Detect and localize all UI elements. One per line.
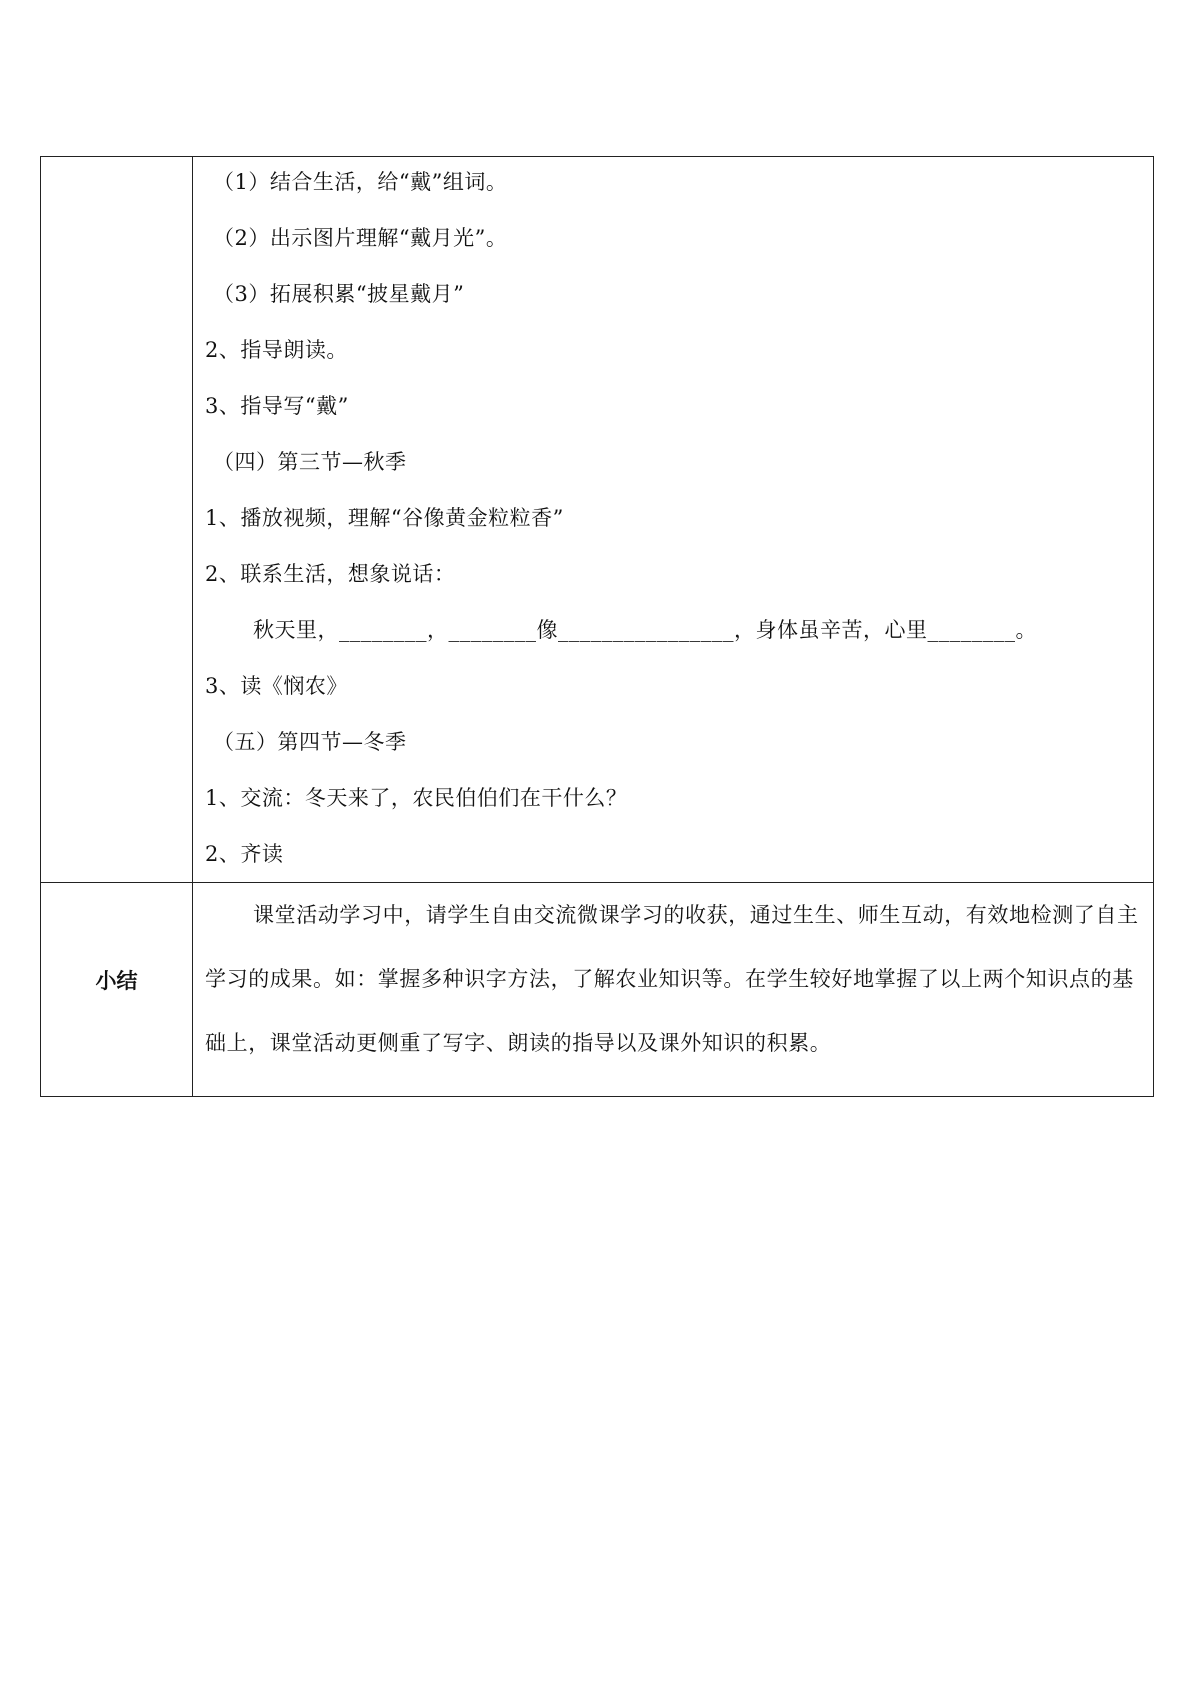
summary-row: [41, 883, 1154, 1097]
steps-content-cell: [193, 157, 1154, 883]
lesson-plan-table: [40, 156, 1154, 1097]
step-line: （1）结合生活，给“戴”组词。: [213, 170, 508, 194]
section-heading: （五）第四节—冬季: [213, 730, 407, 754]
step-line: 2、齐读: [205, 842, 284, 866]
step-line: 2、指导朗读。: [205, 338, 348, 362]
step-line: （2）出示图片理解“戴月光”。: [213, 226, 508, 250]
step-line: （3）拓展积累“披星戴月”: [213, 282, 465, 306]
step-line: 2、联系生活，想象说话：: [205, 562, 456, 586]
summary-label-cell: [41, 883, 193, 1097]
section-heading: （四）第三节—秋季: [213, 450, 407, 474]
steps-label-cell: [41, 157, 193, 883]
fill-in-sentence: 秋天里，________，________像________________，身体虽辛苦，心里________。: [253, 618, 1037, 642]
step-line: 3、读《悯农》: [205, 674, 348, 698]
summary-paragraph: 课堂活动学习中，请学生自由交流微课学习的收获，通过生生、师生互动，有效地检测了自主学习的成果。如：掌握多种识字方法，了解农业知识等。在学生较好地掌握了以上两个知识点的基础上，课堂活动更侧重了写字、朗读的指导以及课外知识的积累。: [205, 903, 1139, 1055]
step-line: 1、交流：冬天来了，农民伯伯们在干什么？: [205, 786, 628, 810]
teaching-steps-row: [41, 157, 1154, 883]
summary-label: 小结: [95, 968, 138, 993]
step-line: 3、指导写“戴”: [205, 394, 349, 418]
step-line: 1、播放视频，理解“谷像黄金粒粒香”: [205, 506, 564, 530]
summary-content-cell: [193, 883, 1154, 1097]
